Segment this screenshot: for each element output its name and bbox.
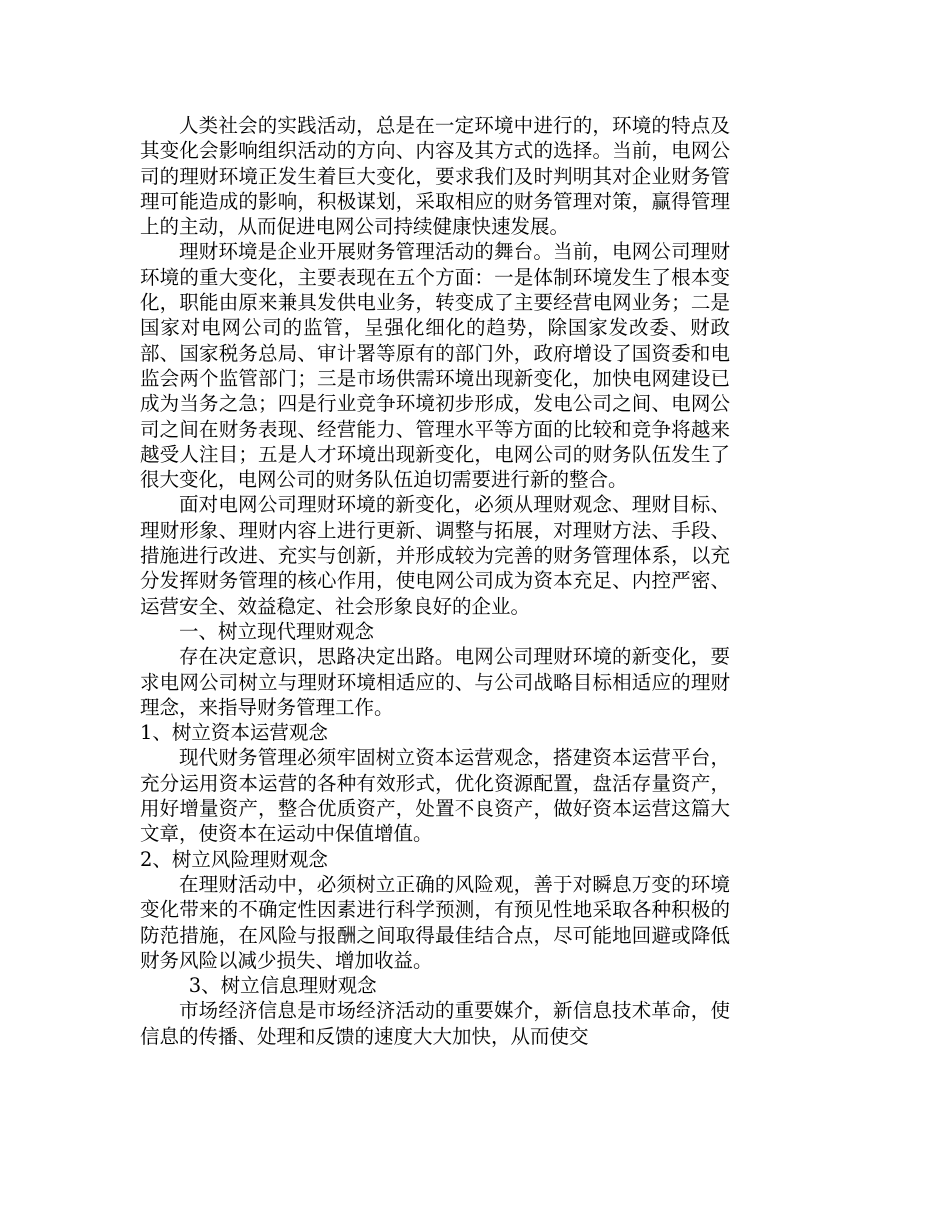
paragraph-risk-finance: 在理财活动中，必须树立正确的风险观，善于对瞬息万变的环境变化带来的不确定性因素进行科学预测，有预见性地采取各种积极的防范措施，在风险与报酬之间取得最佳结合点，尽可能地回避或降低财务风险以减少损失、增加收益。 [140, 872, 730, 972]
paragraph-environment-changes: 理财环境是企业开展财务管理活动的舞台。当前，电网公司理财环境的重大变化，主要表现在五个方面：一是体制环境发生了根本变化，职能由原来兼具发供电业务，转变成了主要经营电网业务；二是国家对电网公司的监管，呈强化细化的趋势，除国家发改委、财政部、国家税务总局、审计署等原有的部门外，政府增设了国资委和电监会两个监管部门；三是市场供需环境出现新变化，加快电网建设已成为当务之急；四是行业竞争环境初步形成，发电公司之间、电网公司之间在财务表现、经营能力、管理水平等方面的比较和竞争将越来越受人注目；五是人才环境出现新变化，电网公司的财务队伍发生了很大变化，电网公司的财务队伍迫切需要进行新的整合。 [140, 240, 730, 492]
paragraph-response: 面对电网公司理财环境的新变化，必须从理财观念、理财目标、理财形象、理财内容上进行更新、调整与拓展，对理财方法、手段、措施进行改进、充实与创新，并形成较为完善的财务管理体系，以充分发挥财务管理的核心作用，使电网公司成为资本充足、内控严密、运营安全、效益稳定、社会形象良好的企业。 [140, 493, 730, 618]
section-heading-1: 一、树立现代理财观念 [179, 619, 375, 643]
subheading-capital-operation: 1、树立资本运营观念 [140, 721, 328, 745]
paragraph-section-1-intro: 存在决定意识，思路决定出路。电网公司理财环境的新变化，要求电网公司树立与理财环境相适应的、与公司战略目标相适应的理财理念，来指导财务管理工作。 [140, 645, 730, 719]
paragraph-information-finance: 市场经济信息是市场经济活动的重要媒介，新信息技术革命，使信息的传播、处理和反馈的速度大大加快，从而使交 [140, 999, 730, 1048]
document-body [140, 113, 730, 1049]
paragraph-intro: 人类社会的实践活动，总是在一定环境中进行的，环境的特点及其变化会影响组织活动的方向、内容及其方式的选择。当前，电网公司的理财环境正发生着巨大变化，要求我们及时判明其对企业财务管理可能造成的影响，积极谋划，采取相应的财务管理对策，赢得管理上的主动，从而促进电网公司持续健康快速发展。 [140, 114, 730, 239]
subheading-information-finance: 3、树立信息理财观念 [188, 974, 377, 998]
subheading-risk-finance: 2、树立风险理财观念 [140, 847, 328, 871]
paragraph-capital-operation: 现代财务管理必须牢固树立资本运营观念，搭建资本运营平台，充分运用资本运营的各种有效形式，优化资源配置，盘活存量资产，用好增量资产，整合优质资产，处置不良资产，做好资本运营这篇大文章，使资本在运动中保值增值。 [140, 746, 730, 846]
